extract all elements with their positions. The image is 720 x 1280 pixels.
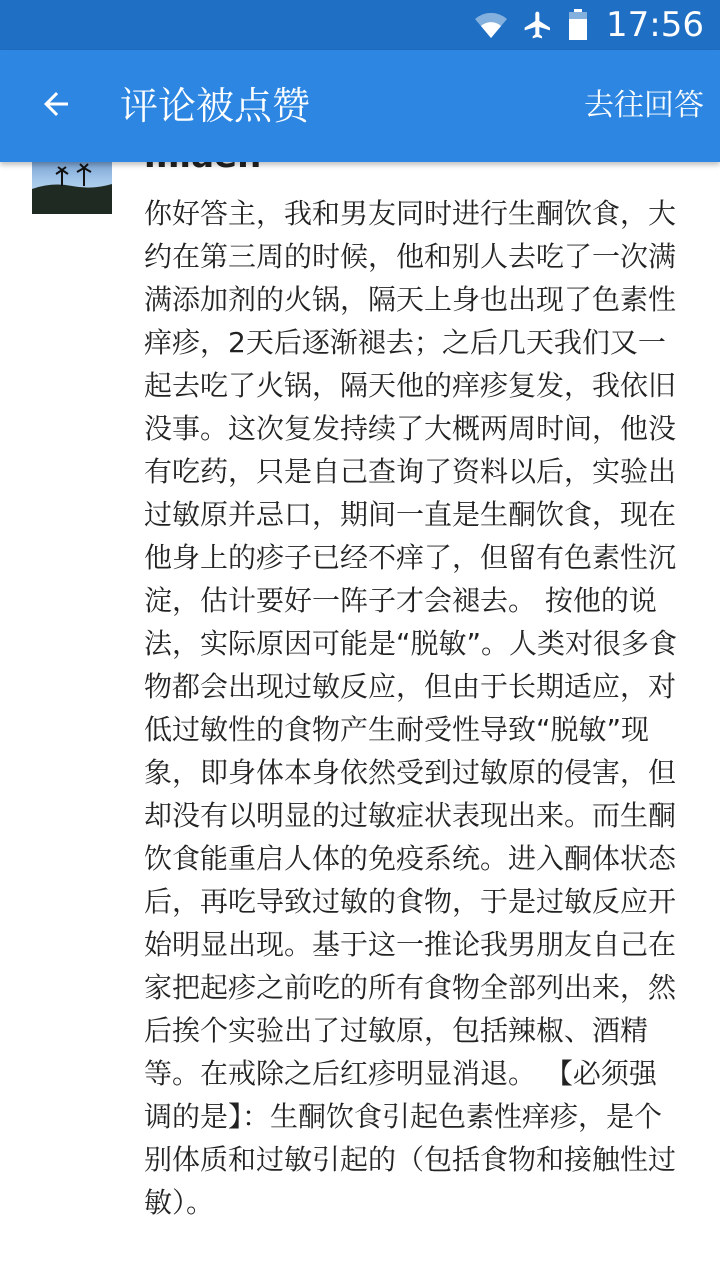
wifi-icon [474,10,508,40]
arrow-left-icon [38,86,74,126]
comment-content [0,162,720,1280]
comment-text: 你好答主，我和男友同时进行生酮饮食，大约在第三周的时候，他和别人去吃了一次满满添加剂的火锅，隔天上身也出现了色素性痒疹，2天后逐渐褪去；之后几天我们又一起去吃了火锅，隔天他的痒疹复发，我依旧没事。这次复发持续了大概两周时间，他没有吃药，只是自己查询了资料以后，实验出过敏原并忌口，期间一直是生酮饮食，现在他身上的疹子已经不痒了，但留有色素性沉淀，估计要好一阵子才会褪去。 按他的说法，实际原因可能是“脱敏”。人类对很多食物都会出现过敏反应，但由于长期适应，对低过敏性的食物产生耐受性导致“脱敏”现象，即身体本身依然受到过敏原的侵害，但却没有以明显的过敏症状表现出来。而生酮饮食能重启人体的免疫系统。进入酮体状态后，再吃导致过敏的食物，于是过敏反应开始明显出现。基于这一推论我男朋友自己在家把起疹之前吃的所有食物全部列出来，然后挨个实验出了过敏原，包括辣椒、酒精等。在戒除之后红疹明显消退。 【必须强调的是】：生酮饮食引起色素性痒疹，是个别体质和过敏引起的（包括食物和接触性过敏）。 [144,197,678,1219]
goto-answer-button[interactable]: 去往回答 [584,88,704,123]
page-title: 评论被点赞 [120,84,311,128]
back-button[interactable] [24,78,88,134]
battery-icon [568,9,588,41]
status-icons [474,0,704,50]
status-bar [0,0,720,50]
airplane-icon [522,9,554,41]
status-time: 17:56 [606,5,704,45]
app-bar [0,50,720,162]
